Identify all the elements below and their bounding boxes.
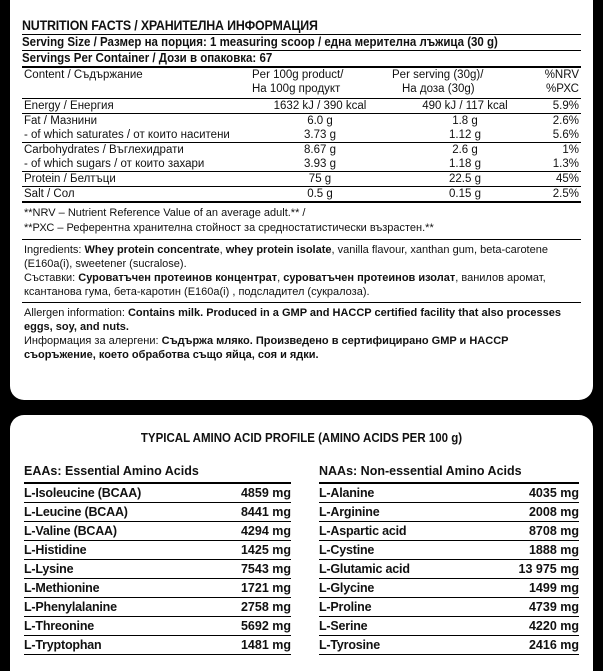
row-name: Carbohydrates / Въглехидрати: [22, 143, 250, 158]
amino-value: 2008 mg: [528, 505, 579, 519]
table-row: [22, 172, 581, 187]
row-serving: 1.12 g: [449, 129, 481, 141]
amino-name: L-Proline: [319, 600, 372, 614]
row-name: Salt / Сол: [22, 187, 250, 203]
amino-value: 1481 mg: [240, 638, 291, 652]
row-name: Fat / Мазнини: [22, 114, 250, 129]
eaa-column: [24, 463, 291, 655]
naa-header: NAAs: Non-essential Amino Acids: [319, 463, 579, 484]
amino-row: [24, 598, 291, 617]
note-rhs: **РХС – Референтна хранителна стойност за средностатистически възрастен.**: [24, 222, 434, 234]
table-row: [22, 99, 581, 114]
amino-name: L-Alanine: [319, 486, 375, 500]
row-name: Protein / Белтъци: [22, 172, 250, 187]
amino-name: L-Tryptophan: [24, 638, 102, 652]
header-nrv-line1: %NRV: [544, 69, 579, 81]
ingredients-section: [22, 240, 581, 302]
row-serving: 22.5 g: [390, 172, 540, 187]
amino-name: L-Aspartic acid: [319, 524, 407, 538]
allergen-bg: [24, 334, 579, 362]
header-per-100g-line1: Per 100g product/: [252, 69, 344, 81]
ingredients-bg-text-2: , ванилов аромат, ксантанова гума, бета-каротин (Е160а(i) , подсладител (сукралоза).: [24, 272, 546, 298]
amino-name: L-Methionine: [24, 581, 100, 595]
amino-name: L-Leucine (BCAA): [24, 505, 128, 519]
header-per-serving-line2: На доза (30g): [402, 83, 475, 95]
ingredients-bg: [24, 271, 579, 299]
amino-row: [24, 484, 291, 503]
ingredients-en: [24, 243, 579, 271]
ingredients-bg-bold-1: Суроватъчен протеинов концентрат: [78, 272, 278, 284]
row-name: - of which saturates / от които наситени: [24, 129, 230, 141]
amino-name: L-Phenylalanine: [24, 600, 117, 614]
amino-value: 8708 mg: [528, 524, 579, 538]
row-per100: 75 g: [250, 172, 390, 187]
amino-value: 5692 mg: [240, 619, 291, 633]
ingredients-en-text-1: ,: [219, 244, 226, 256]
row-serving: 2.6 g: [390, 143, 540, 158]
table-row: [22, 157, 581, 172]
amino-title: TYPICAL AMINO ACID PROFILE (AMINO ACIDS PER 100 g): [140, 431, 463, 445]
table-row: [22, 128, 581, 143]
amino-row: [319, 541, 579, 560]
header-content: Content / Съдържание: [24, 69, 143, 81]
header-nrv-line2: %РХС: [546, 83, 579, 95]
amino-row: [24, 503, 291, 522]
amino-name: L-Lysine: [24, 562, 74, 576]
header-per-serving: [390, 68, 540, 99]
row-per100: 3.73 g: [304, 129, 336, 141]
amino-name: L-Tyrosine: [319, 638, 380, 652]
row-nrv: 5.6%: [552, 129, 579, 141]
ingredients-en-bold-1: Whey protein concentrate: [84, 244, 220, 256]
amino-name: L-Cystine: [319, 543, 375, 557]
amino-acid-panel: [10, 415, 593, 671]
row-per100: 8.67 g: [250, 143, 390, 158]
amino-row: [24, 636, 291, 655]
amino-row: [24, 579, 291, 598]
amino-value: 2416 mg: [528, 638, 579, 652]
nutrition-title: NUTRITION FACTS / ХРАНИТЕЛНА ИНФОРМАЦИЯ: [22, 18, 318, 33]
amino-value: 4739 mg: [528, 600, 579, 614]
ingredients-en-bold-2: whey protein isolate: [225, 244, 332, 256]
amino-row: [24, 560, 291, 579]
table-row: [22, 187, 581, 203]
allergen-en: [24, 306, 579, 334]
amino-value: 1499 mg: [528, 581, 579, 595]
nutrition-table: [22, 68, 581, 203]
row-serving: 1.8 g: [390, 114, 540, 129]
serving-size: Serving Size / Размер на порция: 1 measuring scoop / една мерителна лъжица (30 g): [22, 35, 498, 49]
note-nrv: **NRV – Nutrient Reference Value of an average adult.** /: [24, 207, 306, 219]
amino-value: 7543 mg: [240, 562, 291, 576]
allergen-bg-text: Съдържа мляко. Произведено в сертифицирано GMP и HACCP съоръжение, което обработва също яйца, соя и ядки.: [24, 335, 509, 361]
amino-row: [24, 541, 291, 560]
amino-row: [319, 560, 579, 579]
ingredients-bg-text-1: ,: [277, 272, 284, 284]
amino-value: 1721 mg: [240, 581, 291, 595]
row-serving: 490 kJ / 117 kcal: [390, 99, 540, 114]
row-name: - of which sugars / от които захари: [24, 158, 205, 170]
allergen-en-label: Allergen information:: [24, 307, 128, 319]
amino-value: 4294 mg: [240, 524, 291, 538]
amino-columns: [24, 463, 579, 655]
header-nrv: [540, 68, 581, 99]
row-nrv: 45%: [540, 172, 581, 187]
row-per100: 0.5 g: [250, 187, 390, 203]
row-serving: 1.18 g: [449, 158, 481, 170]
table-row: [22, 114, 581, 129]
header-per-serving-line1: Per serving (30g)/: [392, 69, 484, 81]
nrv-notes: [22, 203, 581, 239]
header-per-100g: [250, 68, 390, 99]
amino-row: [319, 522, 579, 541]
amino-row: [319, 636, 579, 655]
amino-value: 1425 mg: [240, 543, 291, 557]
row-nrv: 1%: [540, 143, 581, 158]
row-serving: 0.15 g: [390, 187, 540, 203]
amino-row: [319, 598, 579, 617]
ingredients-en-text-2: , vanilla flavour, xanthan gum, beta-carotene (E160a(i), sweetener (sucralose).: [24, 244, 548, 270]
amino-row: [319, 484, 579, 503]
row-nrv: 2.6%: [540, 114, 581, 129]
amino-value: 4035 mg: [528, 486, 579, 500]
ingredients-bg-bold-2: суроватъчен протеинов изолат: [283, 272, 456, 284]
row-nrv: 1.3%: [552, 158, 579, 170]
row-nrv: 5.9%: [540, 99, 581, 114]
nutrition-table-header: [22, 68, 581, 99]
row-per100: 3.93 g: [304, 158, 336, 170]
amino-row: [319, 503, 579, 522]
amino-name: L-Glycine: [319, 581, 375, 595]
row-name: Energy / Енергия: [22, 99, 250, 114]
amino-name: L-Histidine: [24, 543, 87, 557]
amino-value: 1888 mg: [528, 543, 579, 557]
amino-value: 4220 mg: [528, 619, 579, 633]
row-nrv: 2.5%: [540, 187, 581, 203]
ingredients-bg-label: Съставки:: [24, 272, 79, 284]
row-per100: 6.0 g: [250, 114, 390, 129]
amino-value: 4859 mg: [240, 486, 291, 500]
amino-name: L-Isoleucine (BCAA): [24, 486, 142, 500]
amino-name: L-Valine (BCAA): [24, 524, 117, 538]
allergen-section: [22, 303, 581, 365]
servings-per-container: Servings Per Container / Дози в опаковка: 67: [22, 51, 273, 65]
amino-name: L-Glutamic acid: [319, 562, 410, 576]
amino-name: L-Threonine: [24, 619, 95, 633]
amino-row: [319, 579, 579, 598]
table-row: [22, 143, 581, 158]
amino-value: 2758 mg: [240, 600, 291, 614]
header-per-100g-line2: На 100g продукт: [252, 83, 341, 95]
eaa-header: EAAs: Essential Amino Acids: [24, 463, 291, 484]
amino-value: 13 975 mg: [518, 562, 579, 576]
allergen-en-text: Contains milk. Produced in a GMP and HACCP certified facility that also processes eggs, soy, and nuts.: [24, 307, 561, 333]
ingredients-en-label: Ingredients:: [24, 244, 85, 256]
amino-row: [319, 617, 579, 636]
amino-name: L-Serine: [319, 619, 368, 633]
row-per100: 1632 kJ / 390 kcal: [250, 99, 390, 114]
naa-column: [319, 463, 579, 655]
amino-row: [24, 617, 291, 636]
amino-row: [24, 522, 291, 541]
amino-value: 8441 mg: [240, 505, 291, 519]
amino-name: L-Arginine: [319, 505, 380, 519]
allergen-bg-label: Информация за алергени:: [24, 335, 162, 347]
nutrition-facts-panel: [10, 0, 593, 400]
